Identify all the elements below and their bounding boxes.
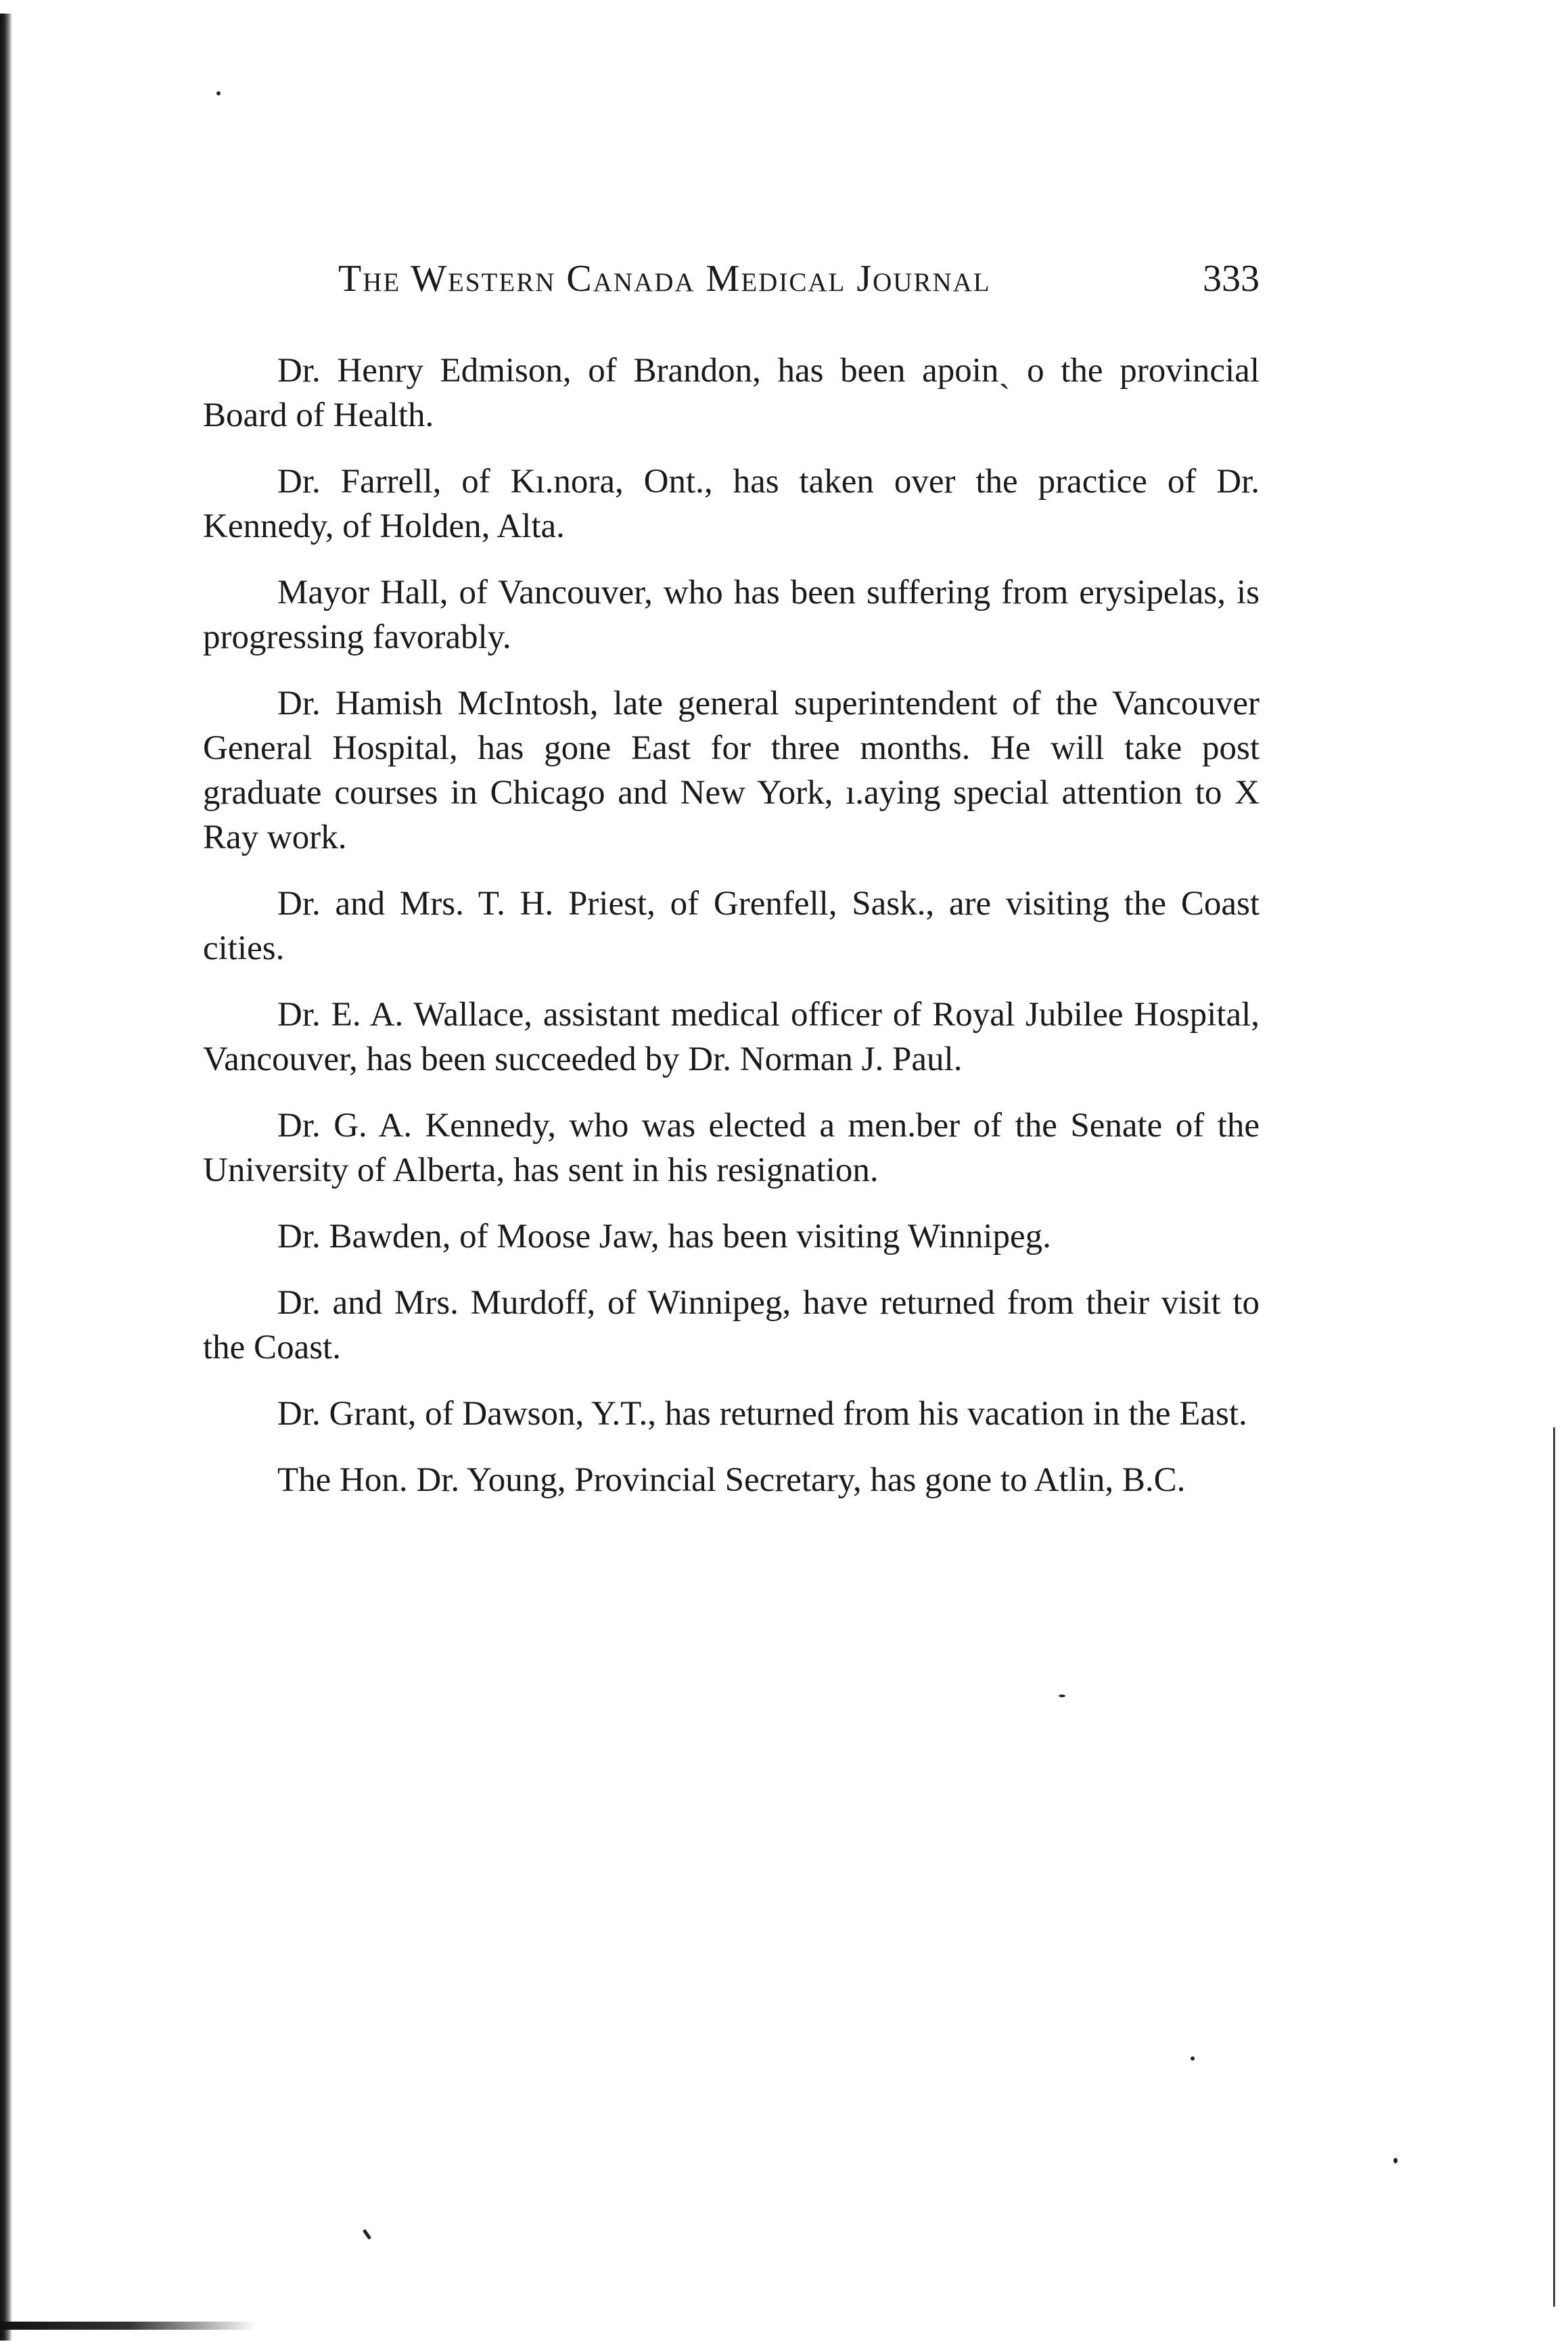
scan-speck <box>1191 2056 1195 2061</box>
running-title: The Western Canada Medical Journal <box>338 258 991 300</box>
scan-speck <box>1059 1695 1065 1697</box>
news-item: Dr. E. A. Wallace, assistant medical officer of Royal Jubilee Hospital, Vancouver, has been succeeded by Dr. Norman J. Paul. <box>203 996 1260 1078</box>
scan-speck <box>216 91 221 95</box>
page-header <box>338 257 1260 311</box>
news-items <box>203 348 1260 1524</box>
news-item: The Hon. Dr. Young, Provincial Secretary, has gone to Atlin, B.C. <box>277 1461 1186 1499</box>
news-item: Dr. Hamish McIntosh, late general superintendent of the Vancouver General Hospital, has gone East for three months. He will take post graduate courses in Chicago and New York, ı.aying special attention to X Ray work. <box>203 685 1260 856</box>
page-number: 333 <box>1203 258 1260 300</box>
news-item: Dr. Grant, of Dawson, Y.T., has returned from his vacation in the East. <box>277 1395 1247 1433</box>
news-item: Dr. Farrell, of Kı.nora, Ont., has taken over the practice of Dr. Kennedy, of Holden, Alta. <box>203 463 1260 545</box>
binding-shadow <box>0 2322 257 2330</box>
news-item: Dr. and Mrs. T. H. Priest, of Grenfell, Sask., are visiting the Coast cities. <box>203 885 1260 967</box>
binding-edge <box>0 14 12 2341</box>
scan-speck <box>1393 2158 1398 2163</box>
scan-speck <box>363 2229 371 2240</box>
news-item: Mayor Hall, of Vancouver, who has been suffering from erysipelas, is progressing favorably. <box>203 574 1260 656</box>
news-item: Dr. and Mrs. Murdoff, of Winnipeg, have returned from their visit to the Coast. <box>203 1284 1260 1366</box>
news-item: Dr. Bawden, of Moose Jaw, has been visiting Winnipeg. <box>277 1218 1051 1256</box>
page-edge-line <box>1553 1427 1555 2307</box>
news-item: Dr. Henry Edmison, of Brandon, has been apoinˎ o the provincial Board of Health. <box>203 352 1260 434</box>
news-item: Dr. G. A. Kennedy, who was elected a men.ber of the Senate of the University of Alberta, has sent in his resignation. <box>203 1107 1260 1189</box>
